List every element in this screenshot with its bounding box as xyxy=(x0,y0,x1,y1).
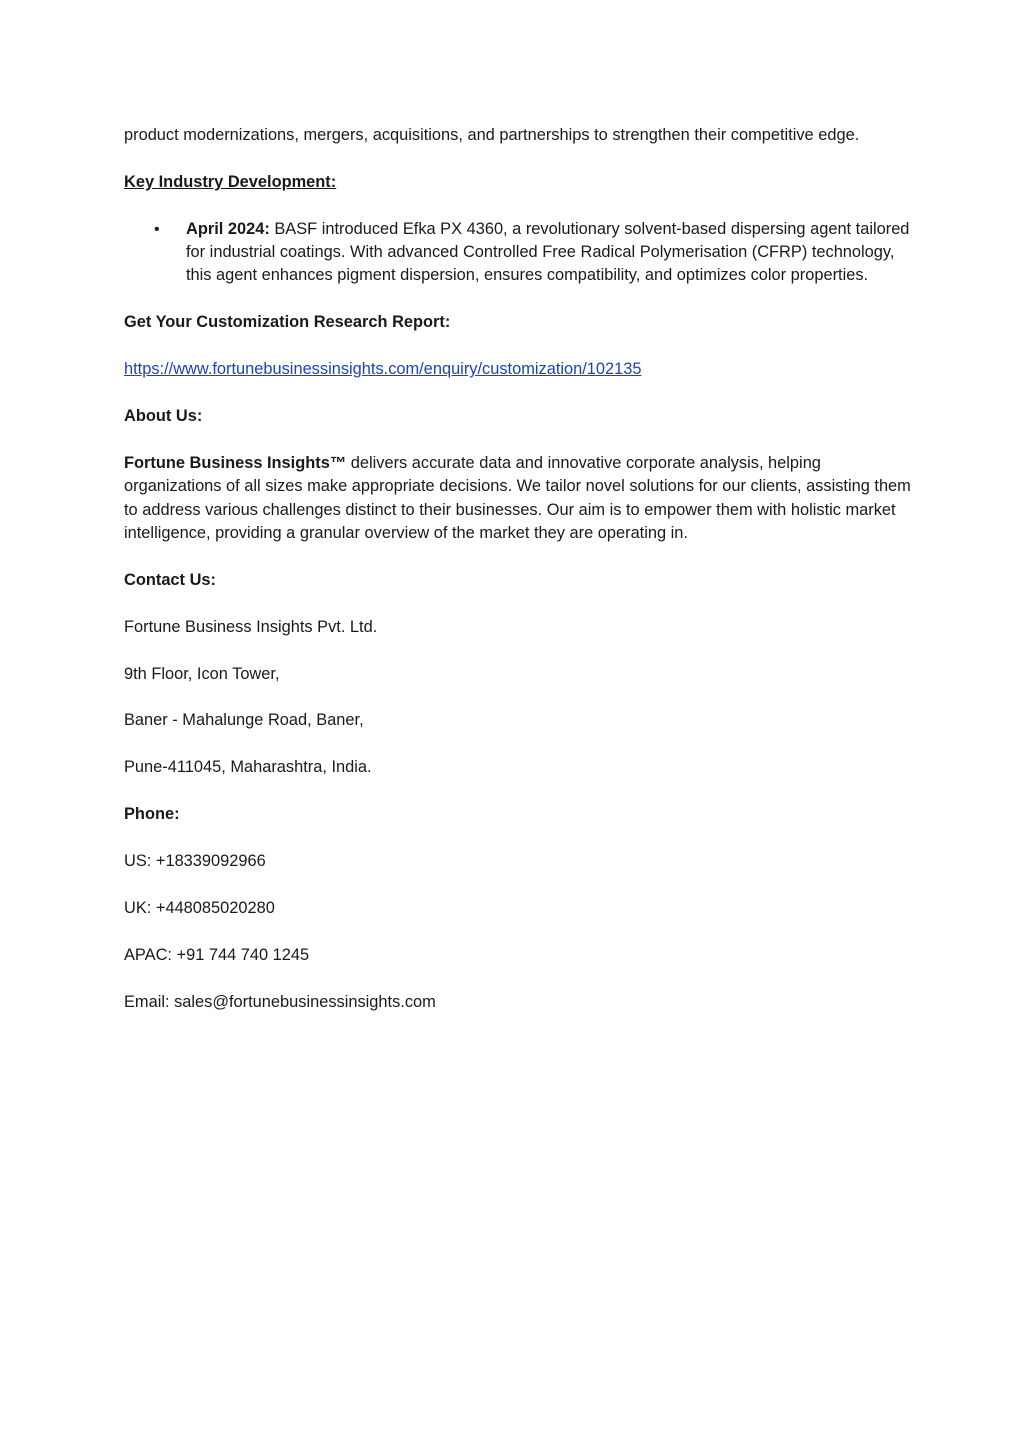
about-heading: About Us: xyxy=(124,407,203,426)
intro-paragraph: product modernizations, mergers, acquisitions, and partnerships to strengthen their competitive edge. xyxy=(124,126,860,144)
customization-link[interactable]: https://www.fortunebusinessinsights.com/enquiry/customization/102135 xyxy=(124,360,642,379)
about-company-name: Fortune Business Insights™ xyxy=(124,453,347,472)
customization-link-line xyxy=(124,358,914,381)
phone-us: US: +18339092966 xyxy=(124,852,266,871)
contact-address-line1: 9th Floor, Icon Tower, xyxy=(124,664,280,683)
contact-heading: Contact Us: xyxy=(124,570,216,589)
key-development-text xyxy=(186,218,914,288)
key-development-heading: Key Industry Development: xyxy=(124,172,337,191)
key-development-description: BASF introduced Efka PX 4360, a revolutionary solvent-based dispersing agent tailored for industrial coatings. With advanced Controlled Free Radical Polymerisation (CFRP) technology, this agent enhances pigment dispersion, ensures compatibility, and optimizes color properties. xyxy=(186,219,910,285)
phone-apac: APAC: +91 744 740 1245 xyxy=(124,945,310,964)
contact-address-line3: Pune-411045, Maharashtra, India. xyxy=(124,758,372,777)
key-development-item xyxy=(124,218,914,288)
key-development-date: April 2024: xyxy=(186,219,270,238)
phone-uk: UK: +448085020280 xyxy=(124,898,275,917)
contact-email: Email: sales@fortunebusinessinsights.com xyxy=(124,992,436,1011)
customization-heading: Get Your Customization Research Report: xyxy=(124,313,451,332)
about-paragraph xyxy=(124,452,914,545)
bullet-icon: • xyxy=(154,220,160,238)
contact-address-line2: Baner - Mahalunge Road, Baner, xyxy=(124,711,364,730)
phone-heading: Phone: xyxy=(124,805,180,824)
about-text: delivers accurate data and innovative corporate analysis, helping organizations of all sizes make appropriate decisions. We tailor novel solutions for our clients, assisting them to address various challenges distinct to their businesses. Our aim is to empower them with holistic market intelligence, providing a granular overview of the market they are operating in. xyxy=(124,453,911,542)
document-page xyxy=(124,124,914,1014)
contact-company: Fortune Business Insights Pvt. Ltd. xyxy=(124,617,378,636)
